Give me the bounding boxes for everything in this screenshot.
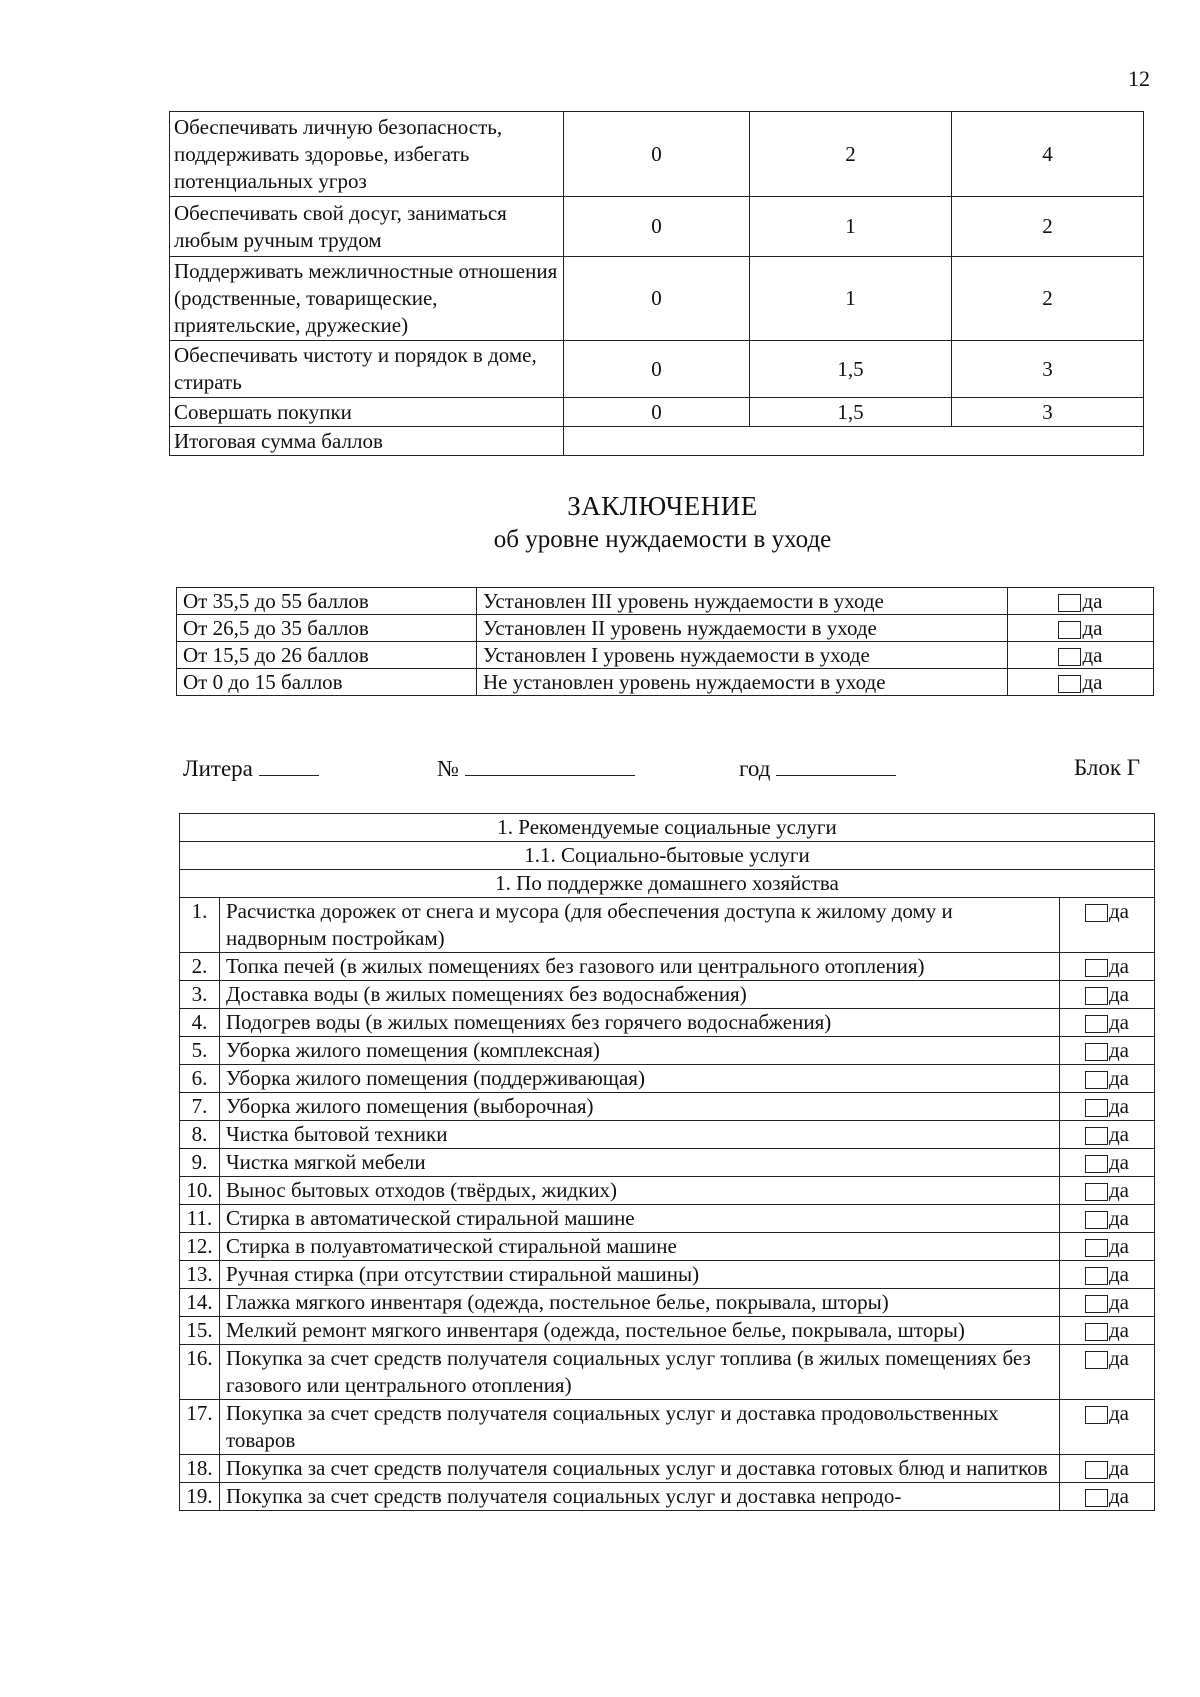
table-row	[180, 1177, 1155, 1205]
score-cell: 0	[564, 341, 750, 398]
table-row	[180, 1233, 1155, 1261]
service-name: Глажка мягкого инвентаря (одежда, постельное белье, покрывала, шторы)	[220, 1289, 1060, 1317]
score-cell: 0	[564, 197, 750, 257]
yes-checkbox[interactable]	[1060, 1317, 1155, 1345]
number-field[interactable]	[465, 755, 635, 776]
litera-line	[183, 755, 319, 782]
table-row	[170, 197, 1144, 257]
table-row	[177, 615, 1154, 642]
checkbox-icon	[1058, 594, 1081, 612]
service-number: 3.	[180, 981, 220, 1009]
care-level-result: Установлен III уровень нуждаемости в уходе	[477, 588, 1008, 615]
checkbox-label: да	[1109, 1206, 1130, 1230]
total-value-field[interactable]	[564, 427, 1144, 456]
checkbox-icon	[1085, 1127, 1108, 1145]
score-range: От 0 до 15 баллов	[177, 669, 477, 696]
checkbox-label: да	[1109, 1122, 1130, 1146]
table-row	[180, 898, 1155, 953]
score-cell: 1,5	[750, 398, 952, 427]
yes-checkbox[interactable]	[1060, 1345, 1155, 1400]
number-label: №	[437, 756, 459, 781]
score-cell: 2	[750, 112, 952, 197]
service-name: Покупка за счет средств получателя социальных услуг топлива (в жилых помещениях без газового или центрального отопления)	[220, 1345, 1060, 1400]
service-number: 1.	[180, 898, 220, 953]
table-row	[180, 1009, 1155, 1037]
yes-checkbox[interactable]	[1060, 1065, 1155, 1093]
checkbox-label: да	[1109, 1290, 1130, 1314]
score-cell: 0	[564, 257, 750, 341]
checkbox-label: да	[1109, 1456, 1130, 1480]
score-cell: 1,5	[750, 341, 952, 398]
service-name: Чистка мягкой мебели	[220, 1149, 1060, 1177]
yes-checkbox[interactable]	[1060, 1205, 1155, 1233]
checkbox-label: да	[1109, 982, 1130, 1006]
services-subheader: 1.1. Социально-бытовые услуги	[180, 842, 1155, 870]
criterion-label: Совершать покупки	[170, 398, 564, 427]
yes-checkbox[interactable]	[1008, 615, 1154, 642]
service-number: 4.	[180, 1009, 220, 1037]
service-name: Вынос бытовых отходов (твёрдых, жидких)	[220, 1177, 1060, 1205]
yes-checkbox[interactable]	[1060, 1455, 1155, 1483]
number-line	[437, 755, 635, 782]
checkbox-icon	[1058, 675, 1081, 693]
conclusion-table	[176, 587, 1154, 696]
checkbox-label: да	[1109, 1401, 1130, 1425]
checkbox-icon	[1085, 1071, 1108, 1089]
service-number: 11.	[180, 1205, 220, 1233]
score-range: От 35,5 до 55 баллов	[177, 588, 477, 615]
service-name: Расчистка дорожек от снега и мусора (для обеспечения доступа к жилому дому и надворным постройкам)	[220, 898, 1060, 953]
year-label: год	[739, 756, 771, 781]
yes-checkbox[interactable]	[1008, 669, 1154, 696]
checkbox-icon	[1085, 1239, 1108, 1257]
service-number: 10.	[180, 1177, 220, 1205]
checkbox-label: да	[1109, 1262, 1130, 1286]
checkbox-label: да	[1109, 954, 1130, 978]
checkbox-icon	[1085, 959, 1108, 977]
care-level-result: Не установлен уровень нуждаемости в уходе	[477, 669, 1008, 696]
table-row	[180, 1400, 1155, 1455]
yes-checkbox[interactable]	[1060, 1177, 1155, 1205]
criterion-label: Обеспечивать личную безопасность, поддерживать здоровье, избегать потенциальных угроз	[170, 112, 564, 197]
services-list	[180, 898, 1155, 1511]
checkbox-icon	[1085, 904, 1108, 922]
checkbox-label: да	[1109, 1484, 1130, 1508]
checkbox-label: да	[1109, 1066, 1130, 1090]
checkbox-icon	[1085, 1489, 1108, 1507]
score-range: От 15,5 до 26 баллов	[177, 642, 477, 669]
table-row	[177, 642, 1154, 669]
checkbox-label: да	[1109, 1318, 1130, 1342]
total-label: Итоговая сумма баллов	[170, 427, 564, 456]
criterion-label: Обеспечивать чистоту и порядок в доме, стирать	[170, 341, 564, 398]
checkbox-label: да	[1109, 1010, 1130, 1034]
checkbox-label: да	[1109, 1094, 1130, 1118]
criterion-label: Поддерживать межличностные отношения (родственные, товарищеские, приятельские, дружеские)	[170, 257, 564, 341]
year-line	[739, 755, 896, 782]
table-row	[180, 1261, 1155, 1289]
score-cell: 2	[952, 257, 1144, 341]
service-name: Подогрев воды (в жилых помещениях без горячего водоснабжения)	[220, 1009, 1060, 1037]
table-row	[180, 981, 1155, 1009]
table-row	[170, 427, 1144, 456]
checkbox-icon	[1085, 1351, 1108, 1369]
yes-checkbox[interactable]	[1060, 981, 1155, 1009]
checkbox-icon	[1058, 621, 1081, 639]
service-name: Покупка за счет средств получателя социальных услуг и доставка готовых блюд и напитков	[220, 1455, 1060, 1483]
checkbox-icon	[1058, 648, 1081, 666]
table-row	[170, 112, 1144, 197]
yes-checkbox[interactable]	[1060, 1009, 1155, 1037]
table-row	[180, 1345, 1155, 1400]
table-row	[180, 1065, 1155, 1093]
table-row	[180, 1205, 1155, 1233]
service-name: Уборка жилого помещения (поддерживающая)	[220, 1065, 1060, 1093]
table-row	[180, 1149, 1155, 1177]
service-name: Чистка бытовой техники	[220, 1121, 1060, 1149]
yes-checkbox[interactable]	[1008, 642, 1154, 669]
yes-checkbox[interactable]	[1060, 1483, 1155, 1511]
checkbox-icon	[1085, 1323, 1108, 1341]
service-number: 18.	[180, 1455, 220, 1483]
table-row	[177, 669, 1154, 696]
yes-checkbox[interactable]	[1060, 1121, 1155, 1149]
conclusion-title: ЗАКЛЮЧЕНИЕ	[567, 491, 758, 521]
score-table	[169, 111, 1144, 456]
litera-field[interactable]	[259, 755, 319, 776]
table-row	[170, 398, 1144, 427]
service-name: Уборка жилого помещения (выборочная)	[220, 1093, 1060, 1121]
yes-checkbox[interactable]	[1060, 1093, 1155, 1121]
block-label: Блок Г	[1074, 755, 1141, 780]
table-row	[180, 1121, 1155, 1149]
checkbox-icon	[1085, 1267, 1108, 1285]
services-table	[179, 813, 1155, 1511]
table-row	[180, 1317, 1155, 1345]
table-row	[180, 870, 1155, 898]
checkbox-icon	[1085, 987, 1108, 1005]
yes-checkbox[interactable]	[1060, 1233, 1155, 1261]
service-name: Стирка в автоматической стиральной машине	[220, 1205, 1060, 1233]
service-name: Топка печей (в жилых помещениях без газового или центрального отопления)	[220, 953, 1060, 981]
table-row	[180, 953, 1155, 981]
table-row	[180, 1483, 1155, 1511]
yes-checkbox[interactable]	[1060, 953, 1155, 981]
service-number: 19.	[180, 1483, 220, 1511]
table-row	[180, 1037, 1155, 1065]
yes-checkbox[interactable]	[1060, 1149, 1155, 1177]
service-number: 15.	[180, 1317, 220, 1345]
service-name: Доставка воды (в жилых помещениях без водоснабжения)	[220, 981, 1060, 1009]
checkbox-label: да	[1109, 1178, 1130, 1202]
table-row	[180, 814, 1155, 842]
service-number: 8.	[180, 1121, 220, 1149]
checkbox-label: да	[1082, 589, 1103, 613]
checkbox-icon	[1085, 1099, 1108, 1117]
yes-checkbox[interactable]	[1060, 1289, 1155, 1317]
score-cell: 1	[750, 257, 952, 341]
checkbox-label: да	[1082, 643, 1103, 667]
checkbox-label: да	[1109, 899, 1130, 923]
checkbox-icon	[1085, 1155, 1108, 1173]
care-level-result: Установлен II уровень нуждаемости в уходе	[477, 615, 1008, 642]
service-number: 17.	[180, 1400, 220, 1455]
service-number: 7.	[180, 1093, 220, 1121]
checkbox-label: да	[1082, 670, 1103, 694]
table-row	[177, 588, 1154, 615]
yes-checkbox[interactable]	[1008, 588, 1154, 615]
checkbox-label: да	[1109, 1346, 1130, 1370]
checkbox-label: да	[1082, 616, 1103, 640]
services-header: 1. Рекомендуемые социальные услуги	[180, 814, 1155, 842]
checkbox-icon	[1085, 1461, 1108, 1479]
service-name: Уборка жилого помещения (комплексная)	[220, 1037, 1060, 1065]
service-name: Покупка за счет средств получателя социальных услуг и доставка непродо-	[220, 1483, 1060, 1511]
score-cell: 0	[564, 398, 750, 427]
checkbox-icon	[1085, 1406, 1108, 1424]
service-number: 6.	[180, 1065, 220, 1093]
litera-label: Литера	[183, 756, 253, 781]
year-field[interactable]	[776, 755, 896, 776]
score-cell: 4	[952, 112, 1144, 197]
service-number: 13.	[180, 1261, 220, 1289]
table-row	[170, 257, 1144, 341]
service-name: Стирка в полуавтоматической стиральной машине	[220, 1233, 1060, 1261]
checkbox-icon	[1085, 1015, 1108, 1033]
table-row	[180, 842, 1155, 870]
service-number: 2.	[180, 953, 220, 981]
service-name: Покупка за счет средств получателя социальных услуг и доставка продовольственных товаров	[220, 1400, 1060, 1455]
service-number: 9.	[180, 1149, 220, 1177]
score-cell: 3	[952, 398, 1144, 427]
yes-checkbox[interactable]	[1060, 1400, 1155, 1455]
table-row	[180, 1093, 1155, 1121]
checkbox-label: да	[1109, 1038, 1130, 1062]
page-number: 12	[1128, 66, 1150, 91]
score-cell: 0	[564, 112, 750, 197]
yes-checkbox[interactable]	[1060, 1261, 1155, 1289]
care-level-result: Установлен I уровень нуждаемости в уходе	[477, 642, 1008, 669]
yes-checkbox[interactable]	[1060, 898, 1155, 953]
checkbox-icon	[1085, 1183, 1108, 1201]
service-number: 14.	[180, 1289, 220, 1317]
score-range: От 26,5 до 35 баллов	[177, 615, 477, 642]
table-row	[180, 1455, 1155, 1483]
table-row	[170, 341, 1144, 398]
services-section: 1. По поддержке домашнего хозяйства	[180, 870, 1155, 898]
checkbox-label: да	[1109, 1150, 1130, 1174]
checkbox-icon	[1085, 1295, 1108, 1313]
conclusion-subtitle: об уровне нуждаемости в уходе	[493, 526, 832, 553]
yes-checkbox[interactable]	[1060, 1037, 1155, 1065]
service-number: 12.	[180, 1233, 220, 1261]
checkbox-icon	[1085, 1211, 1108, 1229]
service-number: 16.	[180, 1345, 220, 1400]
score-cell: 1	[750, 197, 952, 257]
service-name: Ручная стирка (при отсутствии стиральной машины)	[220, 1261, 1060, 1289]
table-row	[180, 1289, 1155, 1317]
checkbox-icon	[1085, 1043, 1108, 1061]
score-cell: 2	[952, 197, 1144, 257]
service-name: Мелкий ремонт мягкого инвентаря (одежда, постельное белье, покрывала, шторы)	[220, 1317, 1060, 1345]
criterion-label: Обеспечивать свой досуг, заниматься любым ручным трудом	[170, 197, 564, 257]
service-number: 5.	[180, 1037, 220, 1065]
score-cell: 3	[952, 341, 1144, 398]
checkbox-label: да	[1109, 1234, 1130, 1258]
